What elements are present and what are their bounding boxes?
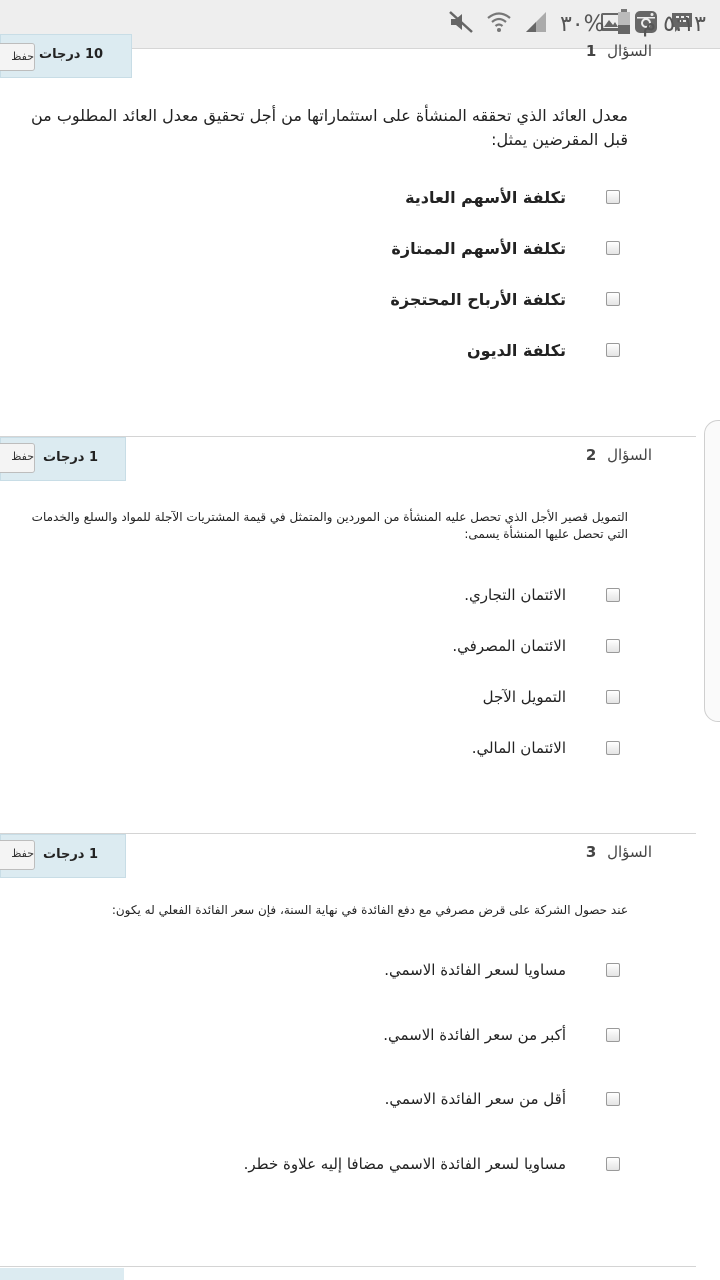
option-1[interactable] bbox=[80, 584, 620, 614]
battery-percent: ٣٠% bbox=[559, 11, 605, 37]
save-button[interactable]: حفظ bbox=[0, 840, 35, 870]
option-4[interactable] bbox=[80, 339, 620, 369]
grade-text: 1 درجات bbox=[43, 847, 99, 862]
option-checkbox[interactable] bbox=[606, 1157, 620, 1171]
option-checkbox[interactable] bbox=[606, 292, 620, 306]
option-label: الائتمان المصرفي. bbox=[452, 637, 566, 655]
option-2[interactable] bbox=[80, 635, 620, 665]
option-2[interactable] bbox=[80, 1024, 620, 1054]
question-3 bbox=[0, 834, 720, 1254]
question-2 bbox=[0, 437, 720, 827]
save-button[interactable]: حفظ bbox=[0, 443, 35, 473]
next-grade-box bbox=[0, 1268, 124, 1280]
option-label: الائتمان التجاري. bbox=[464, 586, 566, 604]
option-label: تكلفة الأسهم العادية bbox=[405, 188, 566, 207]
question-text: عند حصول الشركة على قرض مصرفي مع دفع الفائدة في نهاية السنة، فإن سعر الفائدة الفعلي له يكون: bbox=[111, 903, 628, 917]
option-3[interactable] bbox=[80, 1088, 620, 1118]
grade-box bbox=[0, 34, 132, 78]
option-3[interactable] bbox=[80, 288, 620, 318]
option-checkbox[interactable] bbox=[606, 639, 620, 653]
grade-text: 1 درجات bbox=[43, 450, 99, 465]
option-checkbox[interactable] bbox=[606, 241, 620, 255]
option-checkbox[interactable] bbox=[606, 1028, 620, 1042]
option-checkbox[interactable] bbox=[606, 588, 620, 602]
option-checkbox[interactable] bbox=[606, 343, 620, 357]
divider bbox=[0, 1266, 696, 1267]
option-label: تكلفة الأرباح المحتجزة bbox=[390, 290, 566, 309]
option-label: أكبر من سعر الفائدة الاسمي. bbox=[383, 1026, 566, 1044]
grade-box bbox=[0, 437, 126, 481]
option-1[interactable] bbox=[80, 186, 620, 216]
question-1 bbox=[0, 34, 720, 414]
option-label: مساويا لسعر الفائدة الاسمي. bbox=[384, 961, 566, 979]
option-1[interactable] bbox=[80, 959, 620, 989]
option-3[interactable] bbox=[80, 686, 620, 716]
option-checkbox[interactable] bbox=[606, 690, 620, 704]
option-label: مساويا لسعر الفائدة الاسمي مضافا إليه علاوة خطر. bbox=[243, 1155, 566, 1173]
question-label: السؤال 3 bbox=[585, 843, 652, 861]
clock: ٥:١٣ م bbox=[642, 11, 706, 37]
option-2[interactable] bbox=[80, 237, 620, 267]
option-label: الائتمان المالي. bbox=[471, 739, 566, 757]
option-checkbox[interactable] bbox=[606, 1092, 620, 1106]
option-4[interactable] bbox=[80, 1153, 620, 1183]
option-label: أقل من سعر الفائدة الاسمي. bbox=[384, 1090, 566, 1108]
grade-text: 10 درجات bbox=[39, 47, 104, 62]
option-label: التمويل الآجل bbox=[482, 688, 566, 706]
scroll-handle[interactable] bbox=[704, 420, 720, 722]
question-text: معدل العائد الذي تحققه المنشأة على استثماراتها من أجل تحقيق معدل العائد المطلوب من قبل المقرضين يمثل: bbox=[31, 106, 628, 149]
option-label: تكلفة الأسهم الممتازة bbox=[391, 239, 566, 258]
save-button[interactable]: حفظ bbox=[0, 43, 35, 71]
question-label: السؤال 2 bbox=[585, 446, 652, 464]
option-checkbox[interactable] bbox=[606, 963, 620, 977]
grade-box bbox=[0, 834, 126, 878]
question-label: السؤال 1 bbox=[585, 42, 652, 60]
option-4[interactable] bbox=[80, 737, 620, 767]
question-text: التمويل قصير الأجل الذي تحصل عليه المنشأة من الموردين والمتمثل في قيمة المشتريات الآجلة للمواد والسلع والخدمات التي تحصل عليها المنشأة يسمى: bbox=[31, 510, 628, 541]
option-checkbox[interactable] bbox=[606, 741, 620, 755]
option-checkbox[interactable] bbox=[606, 190, 620, 204]
option-label: تكلفة الديون bbox=[466, 341, 566, 360]
